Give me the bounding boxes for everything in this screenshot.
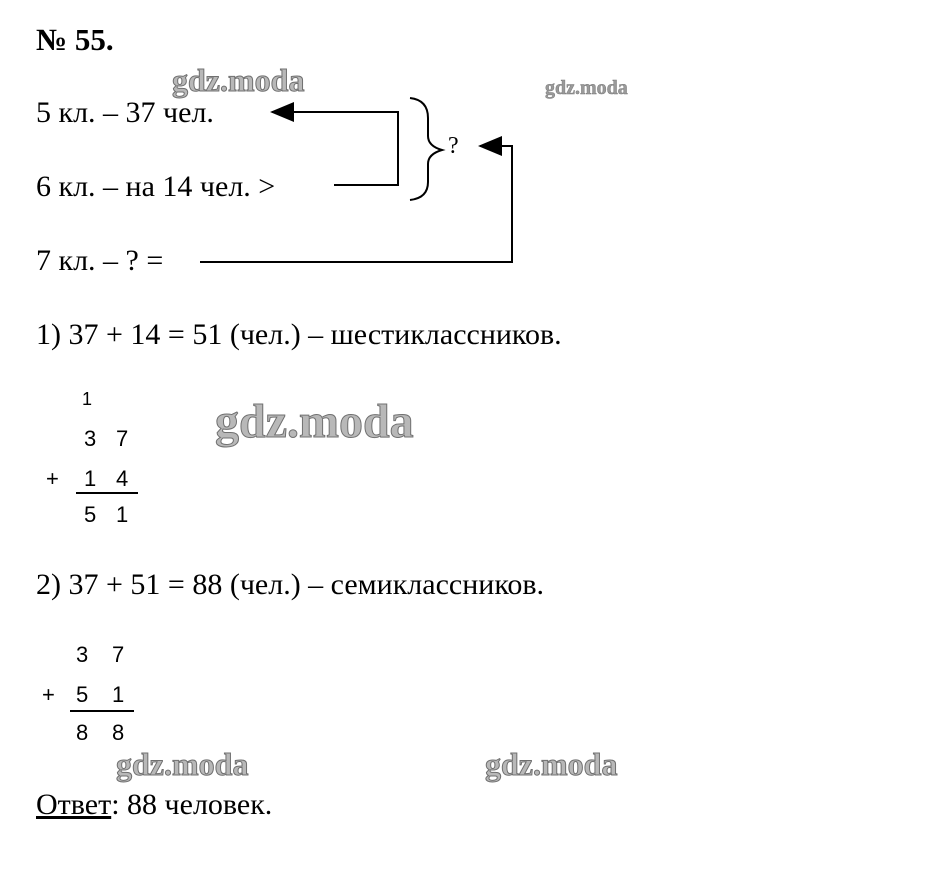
step1-result-ones: 1 — [116, 502, 129, 527]
step1-bottom-ones: 4 — [116, 466, 129, 491]
curly-brace — [410, 98, 442, 200]
condition-grade6: 6 кл. – на 14 чел. > — [36, 170, 276, 203]
answer-line — [36, 790, 272, 820]
step1-result-tens: 5 — [84, 502, 97, 527]
step2-text: 2) 37 + 51 = 88 (чел.) – семиклассников. — [36, 568, 545, 601]
step2-bottom-ones: 1 — [112, 682, 125, 707]
watermark: gdz.moda — [545, 77, 628, 99]
step1-plus: + — [46, 466, 59, 491]
condition-grade5: 5 кл. – 37 чел. — [36, 96, 214, 129]
answer-label: Ответ — [36, 788, 112, 821]
step2-top-tens: 3 — [76, 642, 89, 667]
step1-bottom-tens: 1 — [84, 466, 97, 491]
condition-grade7: 7 кл. – ? = — [36, 244, 164, 277]
arrow-grade7-to-question — [200, 146, 512, 262]
watermark: gdz.moda — [116, 746, 249, 782]
step2-sum-line — [70, 710, 134, 712]
step2-bottom-tens: 5 — [76, 682, 89, 707]
step1-carry: 1 — [82, 389, 93, 409]
step2-result-tens: 8 — [76, 720, 89, 745]
watermark: gdz.moda — [485, 746, 618, 782]
step1-top-tens: 3 — [84, 426, 97, 451]
question-mark: ? — [448, 133, 459, 159]
step2-top-ones: 7 — [112, 642, 125, 667]
arrow-grade6-to-grade5 — [272, 112, 398, 185]
answer-text: : 88 человек. — [111, 788, 273, 821]
step2-result-ones: 8 — [112, 720, 125, 745]
watermark: gdz.moda — [215, 395, 414, 448]
watermark: gdz.moda — [172, 62, 305, 98]
step1-sum-line — [76, 492, 138, 494]
step1-text: 1) 37 + 14 = 51 (чел.) – шестиклассников. — [36, 318, 562, 351]
problem-number: № 55. — [36, 22, 114, 57]
step1-top-ones: 7 — [116, 426, 129, 451]
step2-plus: + — [42, 682, 55, 707]
